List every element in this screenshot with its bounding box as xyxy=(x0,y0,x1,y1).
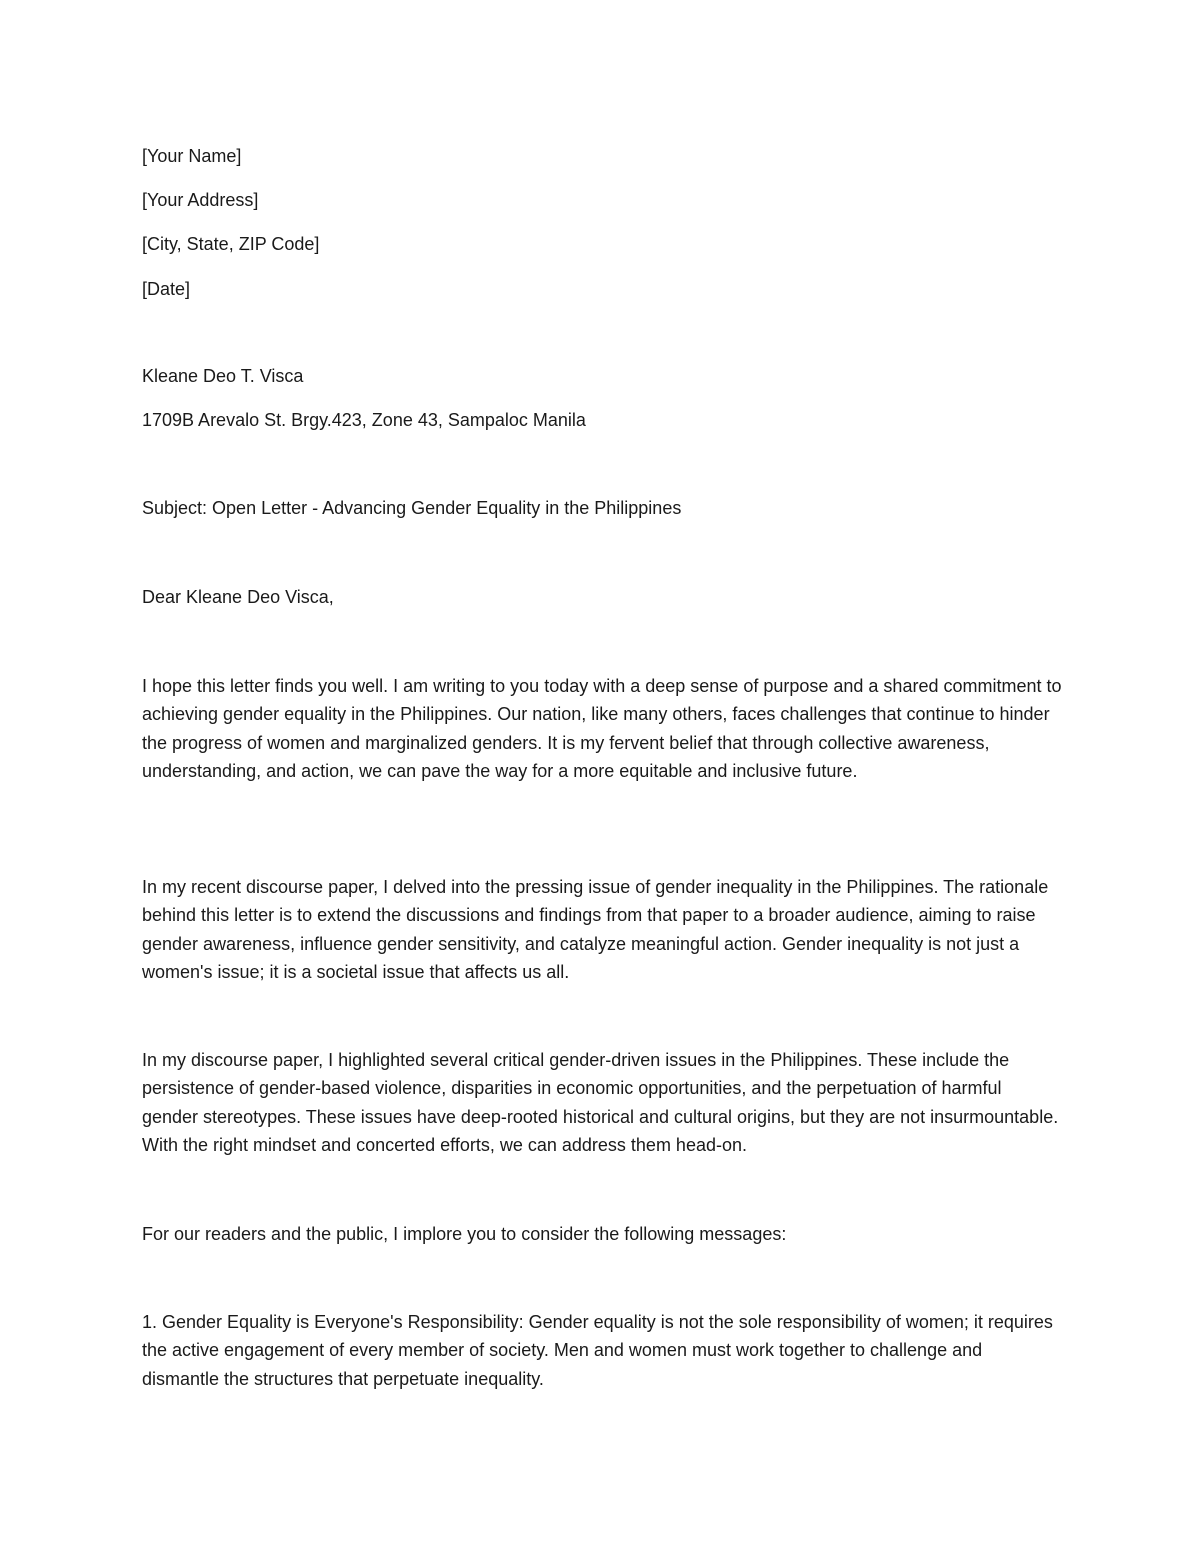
letter-date: [Date] xyxy=(142,279,191,299)
sender-name: [Your Name] xyxy=(142,146,242,166)
letter-subject: Subject: Open Letter - Advancing Gender Equality in the Philippines xyxy=(142,498,682,518)
salutation: Dear Kleane Deo Visca, xyxy=(142,587,334,607)
sender-city-state-zip: [City, State, ZIP Code] xyxy=(142,234,320,254)
body-paragraph-1: I hope this letter finds you well. I am writing to you today with a deep sense of purpose and a shared commitment to achieving gender equality in the Philippines. Our nation, like many others, faces challenges that continue to hinder the progress of women and marginalized genders. It is my fervent belief that through collective awareness, understanding, and action, we can pave the way for a more equitable and inclusive future. xyxy=(142,676,1062,782)
recipient-address: 1709B Arevalo St. Brgy.423, Zone 43, Sampaloc Manila xyxy=(142,410,586,430)
recipient-name: Kleane Deo T. Visca xyxy=(142,366,304,386)
sender-address: [Your Address] xyxy=(142,190,259,210)
body-paragraph-5: 1. Gender Equality is Everyone's Responsibility: Gender equality is not the sole responsibility of women; it requires the active engagement of every member of society. Men and women must work together to challenge and dismantle the structures that perpetuate inequality. xyxy=(142,1312,1053,1389)
body-paragraph-4: For our readers and the public, I implore you to consider the following messages: xyxy=(142,1224,787,1244)
body-paragraph-3: In my discourse paper, I highlighted several critical gender-driven issues in the Philippines. These include the persistence of gender-based violence, disparities in economic opportunities, and the perpetuation of harmful gender stereotypes. These issues have deep-rooted historical and cultural origins, but they are not insurmountable. With the right mindset and concerted efforts, we can address them head-on. xyxy=(142,1050,1059,1156)
body-paragraph-2: In my recent discourse paper, I delved into the pressing issue of gender inequality in the Philippines. The rationale behind this letter is to extend the discussions and findings from that paper to a broader audience, aiming to raise gender awareness, influence gender sensitivity, and catalyze meaningful action. Gender inequality is not just a women's issue; it is a societal issue that affects us all. xyxy=(142,877,1049,983)
